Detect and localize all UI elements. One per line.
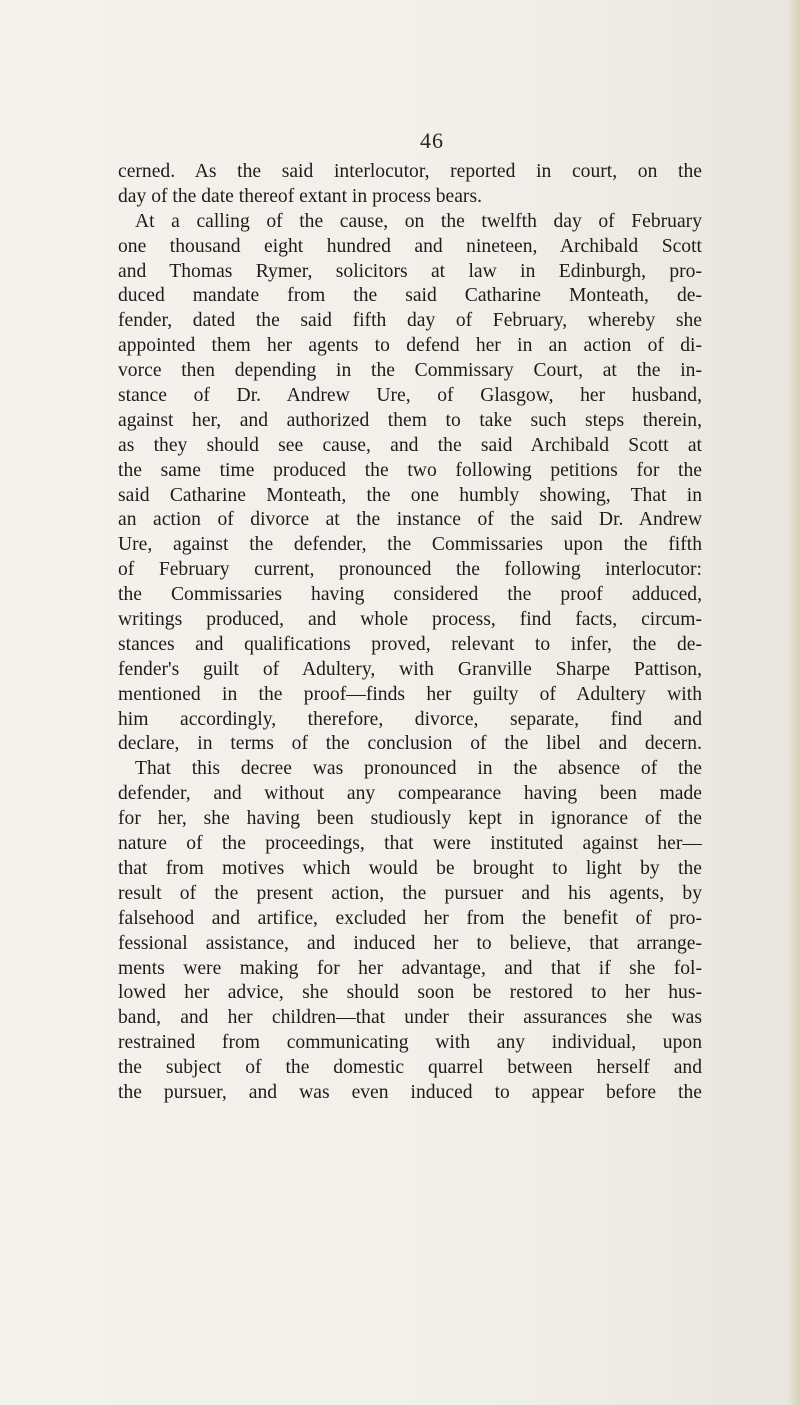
text-line: nature of the proceedings, that were instituted against her— xyxy=(118,833,702,855)
page-number: 46 xyxy=(420,128,444,153)
text-line: appointed them her agents to defend her in an action of di- xyxy=(118,335,702,357)
text-line: vorce then depending in the Commissary Court, at the in- xyxy=(118,360,702,382)
text-line: an action of divorce at the instance of the said Dr. Andrew xyxy=(118,509,702,531)
text-line: lowed her advice, she should soon be restored to her hus- xyxy=(118,982,702,1004)
text-line: ments were making for her advantage, and that if she fol- xyxy=(118,957,702,979)
text-line: writings produced, and whole process, find facts, circum- xyxy=(118,609,702,631)
text-line: that from motives which would be brought to light by the xyxy=(118,857,702,879)
text-line: the Commissaries having considered the proof adduced, xyxy=(118,584,702,606)
text-line: duced mandate from the said Catharine Monteath, de- xyxy=(118,285,702,307)
text-line: day of the date thereof extant in process bears. xyxy=(118,185,482,207)
text-line: the same time produced the two following petitions for the xyxy=(118,459,702,481)
text-line: the subject of the domestic quarrel between herself and xyxy=(118,1057,702,1079)
text-line: one thousand eight hundred and nineteen, Archibald Scott xyxy=(118,235,702,257)
text-line: stances and qualifications proved, relevant to infer, the de- xyxy=(118,633,702,655)
text-line: fender, dated the said fifth day of February, whereby she xyxy=(118,310,702,332)
text-line: At a calling of the cause, on the twelfth day of February xyxy=(135,210,702,232)
text-line: said Catharine Monteath, the one humbly showing, That in xyxy=(118,484,702,506)
text-line: cerned. As the said interlocutor, reported in court, on the xyxy=(118,161,702,182)
text-line: him accordingly, therefore, divorce, separate, find and xyxy=(118,708,702,730)
text-line: defender, and without any compearance having been made xyxy=(118,783,702,805)
text-line: fender's guilt of Adultery, with Granville Sharpe Pattison, xyxy=(118,658,702,680)
text-line: of February current, pronounced the following interlocutor: xyxy=(118,559,702,581)
text-line: against her, and authorized them to take such steps therein, xyxy=(118,409,702,431)
text-line: band, and her children—that under their assurances she was xyxy=(118,1007,702,1029)
text-line: That this decree was pronounced in the absence of the xyxy=(135,758,702,780)
text-line: the pursuer, and was even induced to appear before the xyxy=(118,1081,702,1103)
page-edge-shadow xyxy=(786,0,800,1405)
text-line: mentioned in the proof—finds her guilty of Adultery with xyxy=(118,683,702,705)
text-line: for her, she having been studiously kept in ignorance of the xyxy=(118,808,702,830)
text-line: falsehood and artifice, excluded her from the benefit of pro- xyxy=(118,907,702,929)
text-line: restrained from communicating with any individual, upon xyxy=(118,1032,702,1054)
text-line: Ure, against the defender, the Commissaries upon the fifth xyxy=(118,534,702,556)
text-line: fessional assistance, and induced her to believe, that arrange- xyxy=(118,932,702,954)
text-line: declare, in terms of the conclusion of the libel and decern. xyxy=(118,733,702,755)
text-line: as they should see cause, and the said Archibald Scott at xyxy=(118,434,702,456)
text-line: stance of Dr. Andrew Ure, of Glasgow, her husband, xyxy=(118,385,702,407)
text-line: and Thomas Rymer, solicitors at law in Edinburgh, pro- xyxy=(118,260,702,282)
body-text xyxy=(118,160,702,1106)
text-line: result of the present action, the pursuer and his agents, by xyxy=(118,882,702,904)
